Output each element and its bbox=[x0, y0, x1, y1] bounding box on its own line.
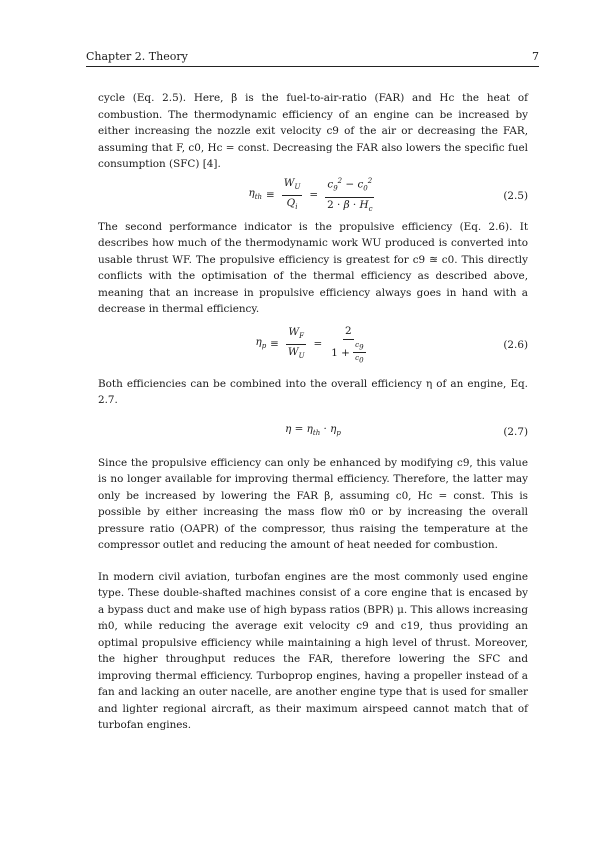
page-number: 7 bbox=[532, 50, 539, 63]
equation-2-7 bbox=[98, 419, 528, 445]
eq-2-5-lhs: $\eta_{th}$ bbox=[248, 187, 263, 202]
equation-2-5 bbox=[98, 177, 528, 215]
eq-2-5-equiv: ≡ bbox=[266, 189, 275, 202]
eq-2-6-lhs: $\eta_p$ bbox=[255, 336, 267, 351]
chapter-title: Chapter 2. Theory bbox=[86, 50, 188, 63]
eq-2-6-frac-1: $\frac{W_F}{W_U}$ bbox=[287, 325, 305, 361]
equation-2-6 bbox=[98, 326, 528, 364]
running-header bbox=[86, 50, 539, 67]
paragraph-4: Since the propulsive efficiency can only be enhanced by modifying c9, this value is no longer available for improving thermal efficiency. Therefore, the latter may only be increased by lowering the FAR β, assuming c0, Hc = const. This is possible by either increasing the mass flow ṁ0 or by increasing the overall pressure ratio (OAPR) of the compressor, thus raising the temperature at the compressor outlet and reducing the amount of heat needed for combustion. bbox=[98, 456, 528, 551]
paragraph-3: Both efficiencies can be combined into the overall efficiency η of an engine, Eq. 2.7. bbox=[98, 377, 528, 406]
body-text bbox=[98, 90, 528, 734]
eq-2-7-label: (2.7) bbox=[503, 425, 528, 438]
eq-2-5-frac-2: $\frac{c_9^2 - c_0^2}{2 \cdot \beta \cdot H_c}$ bbox=[327, 177, 373, 213]
eq-2-5-frac-1: $\frac{W_U}{Q_i}$ bbox=[283, 176, 301, 212]
paragraph-5: In modern civil aviation, turbofan engines are the most commonly used engine type. These double-shafted machines consist of a core engine that is encased by a bypass duct and make use of high bypass ratios (BPR) μ. This allows increasing ṁ0, while reducing the average exit velocity c9 and c19, thus providing an optimal propulsive efficiency while maintaining a high level of thrust. Moreover, the higher throughput reduces the FAR, therefore lowering the SFC and improving thermal efficiency. Turboprop engines, having a propeller instead of a fan and lacking an outer nacelle, are another engine type that is used for smaller and lighter regional aircraft, as their maximum airspeed cannot match that of turbofan engines. bbox=[98, 570, 528, 731]
eq-2-6-equals: = bbox=[313, 338, 323, 351]
eq-2-5-label: (2.5) bbox=[503, 189, 528, 202]
eq-2-5-equals: = bbox=[309, 189, 319, 202]
eq-2-6-frac-2: 2 1 + $\frac{c_9}{c_0}$ bbox=[331, 324, 364, 365]
paragraph-2: The second performance indicator is the propulsive efficiency (Eq. 2.6). It describes how much of the thermodynamic work WU produced is converted into usable thrust WF. The propulsive efficiency is greatest for c9 ≊ c0. This directly conflicts with the optimisation of the thermal efficiency as described above, meaning that an increase in propulsive efficiency always goes in hand with a decrease in thermal efficiency. bbox=[98, 220, 528, 315]
eq-2-6-label: (2.6) bbox=[503, 338, 528, 351]
eq-2-6-equiv: ≡ bbox=[270, 338, 279, 351]
eq-2-7-content: $\eta = \eta_{th} \cdot \eta_p$ bbox=[285, 423, 341, 438]
paragraph-1: cycle (Eq. 2.5). Here, β is the fuel-to-air-ratio (FAR) and Hc the heat of combustion. The thermodynamic efficiency of an engine can be increased by either increasing the nozzle exit velocity c9 of the air or decreasing the FAR, assuming that F, c0, Hc = const. Decreasing the FAR also lowers the specific fuel consumption (SFC) [4]. bbox=[98, 92, 528, 170]
